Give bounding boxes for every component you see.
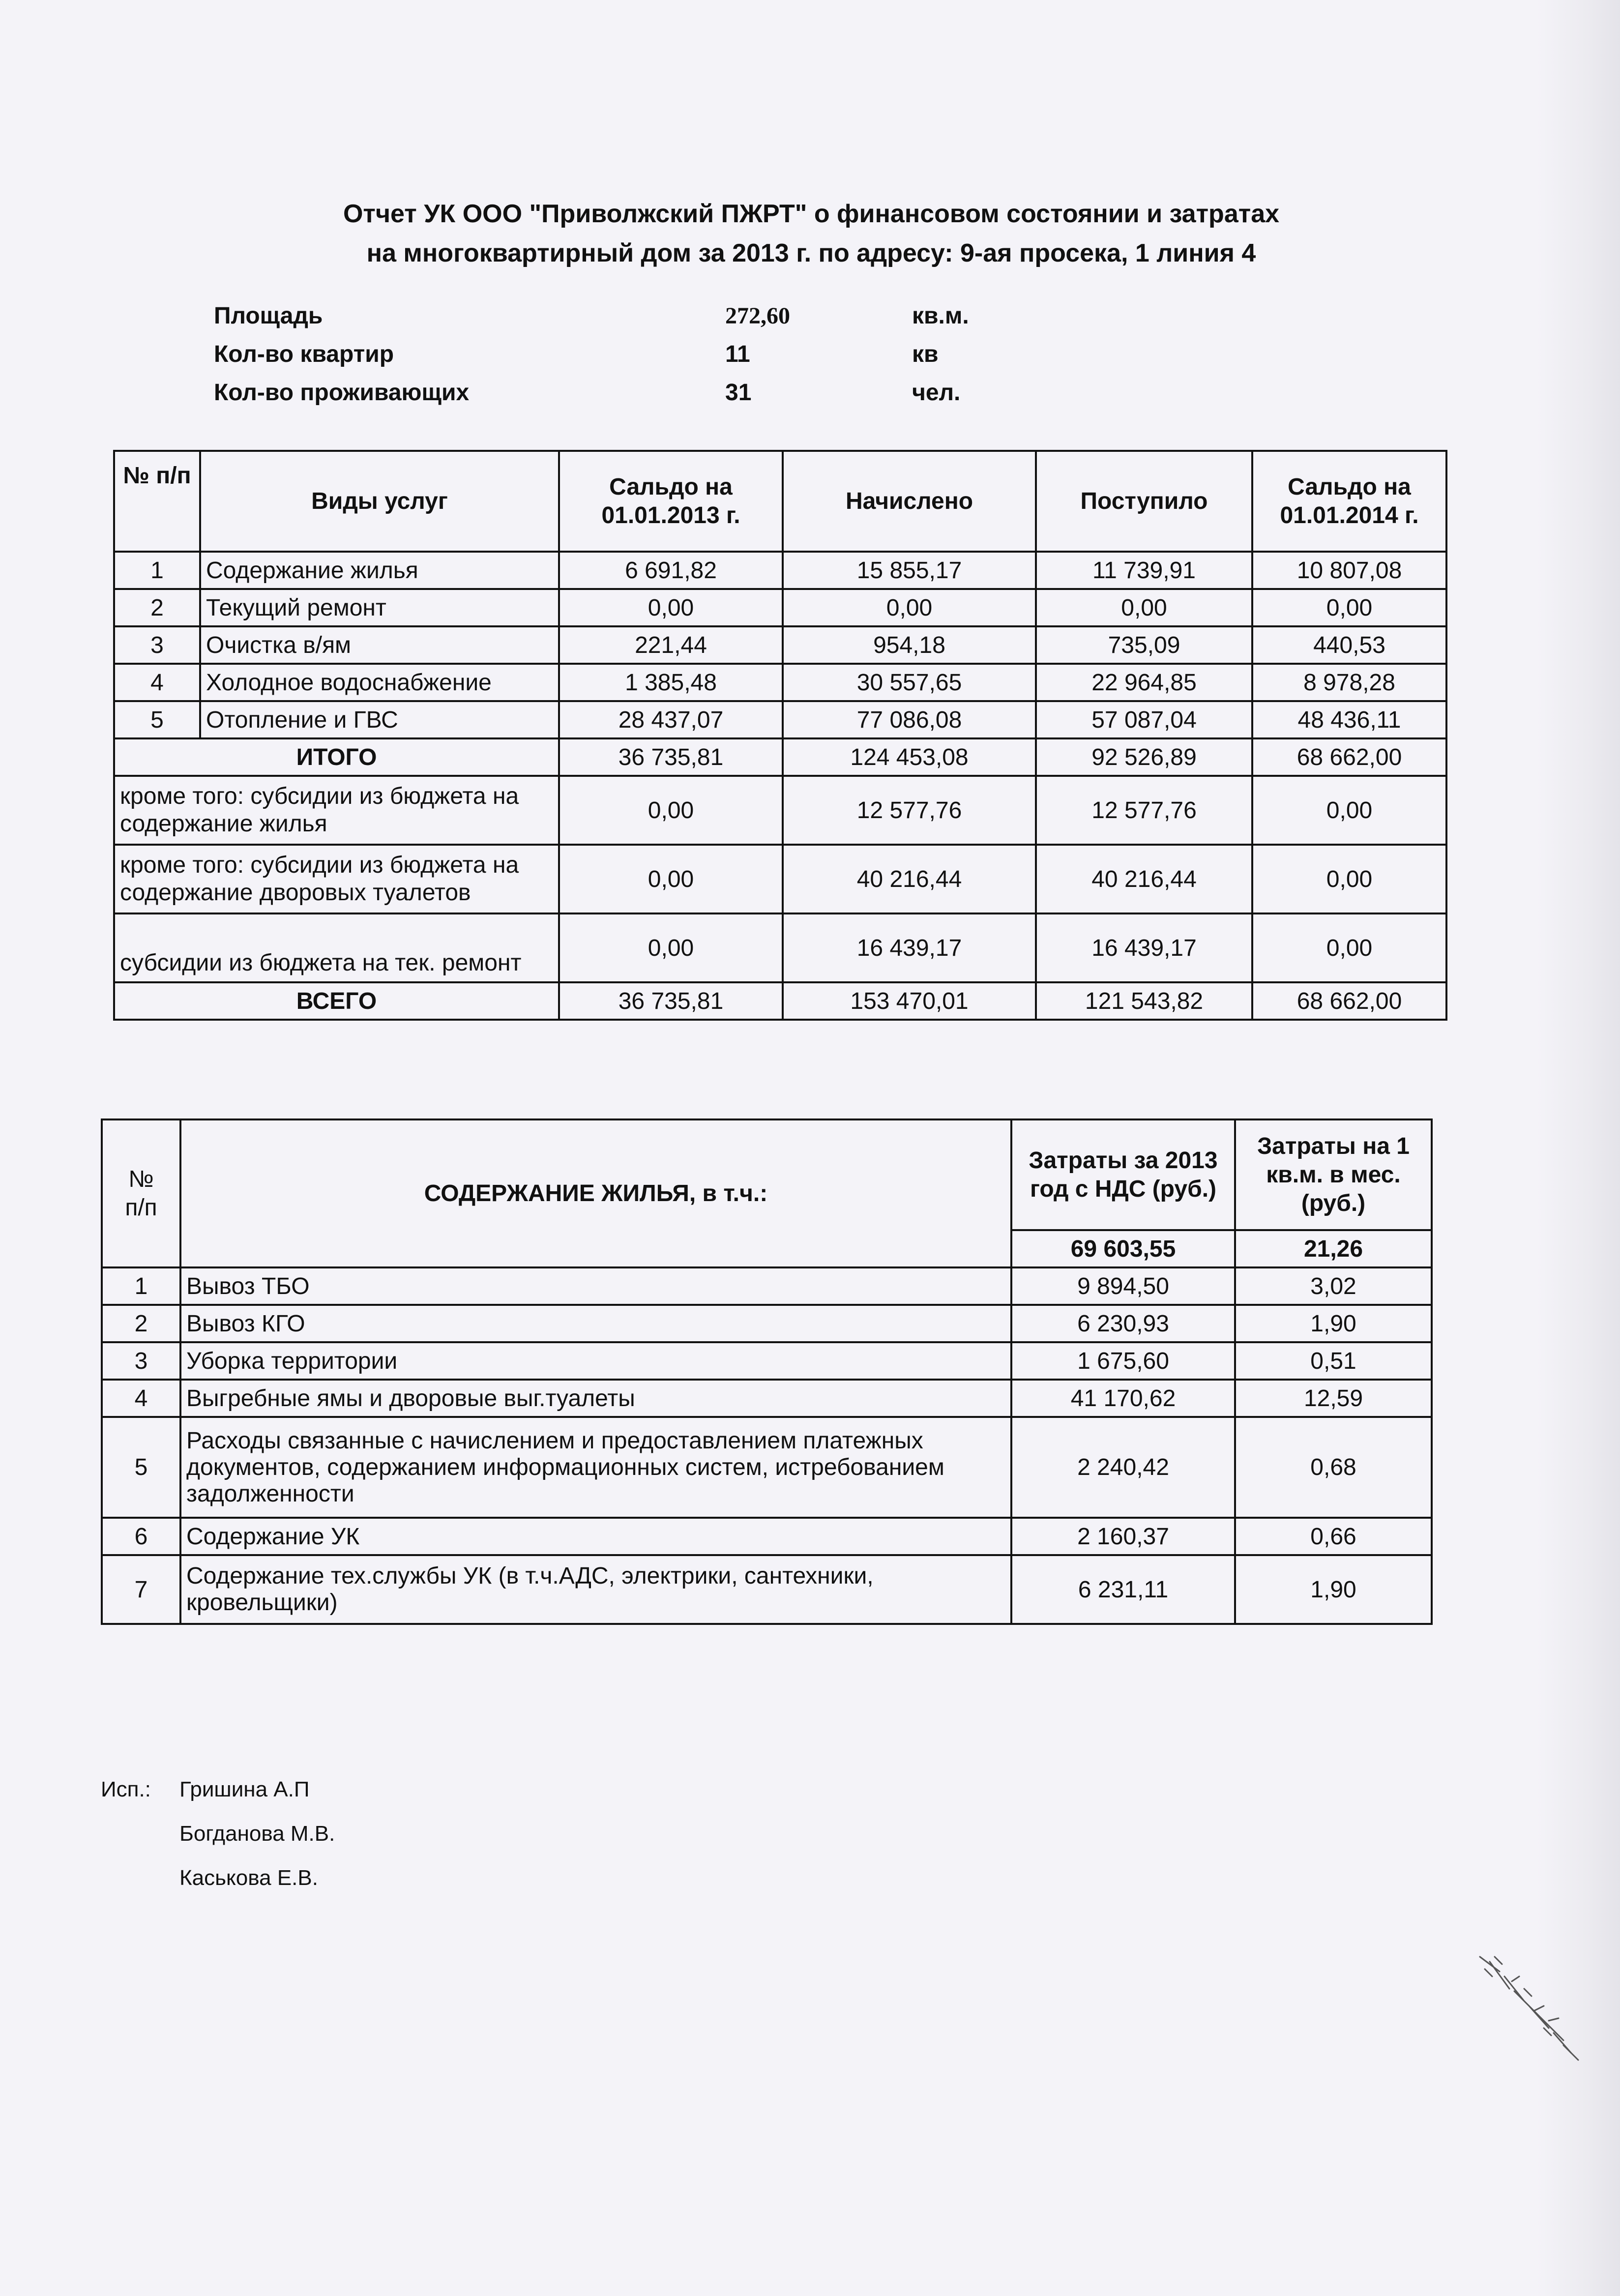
row-received: 22 964,85: [1036, 664, 1252, 701]
col-header-cost-year: Затраты за 2013 год с НДС (руб.): [1011, 1119, 1235, 1230]
info-row-residents: [214, 379, 961, 417]
col-header-num: № п/п: [114, 451, 200, 552]
executor-name: Гришина А.П: [179, 1777, 310, 1801]
table-row: [114, 589, 1446, 626]
subsidy-name: кроме того: субсидии из бюджета на содержание дворовых туалетов: [114, 845, 559, 913]
info-value: 272,60 кв.м.: [725, 303, 969, 329]
col-header-charged: Начислено: [783, 451, 1036, 552]
table-row: [102, 1518, 1432, 1555]
col-header-name: СОДЕРЖАНИЕ ЖИЛЬЯ, в т.ч.:: [180, 1119, 1011, 1267]
grand-total-charged: 153 470,01: [783, 982, 1036, 1020]
maintenance-costs-table: [101, 1119, 1433, 1625]
info-row-area: [214, 302, 969, 341]
subsidy-saldo-start: 0,00: [559, 913, 783, 982]
row-saldo-end: 440,53: [1252, 626, 1446, 664]
row-saldo-end: 0,00: [1252, 589, 1446, 626]
subsidy-row: [114, 776, 1446, 845]
col-header-received: Поступило: [1036, 451, 1252, 552]
row-num: 1: [102, 1267, 180, 1305]
row-name: Содержание УК: [180, 1518, 1011, 1555]
grand-total-saldo-start: 36 735,81: [559, 982, 783, 1020]
total-received: 92 526,89: [1036, 738, 1252, 776]
row-saldo-start: 6 691,82: [559, 552, 783, 589]
summary-cost-year: 69 603,55: [1011, 1230, 1235, 1267]
col-header-service: Виды услуг: [200, 451, 559, 552]
table-row: [102, 1555, 1432, 1624]
row-cost-year: 6 231,11: [1011, 1555, 1235, 1624]
table-header-row: [114, 451, 1446, 552]
subsidy-received: 40 216,44: [1036, 845, 1252, 913]
row-name: Очистка в/ям: [200, 626, 559, 664]
row-received: 0,00: [1036, 589, 1252, 626]
row-charged: 30 557,65: [783, 664, 1036, 701]
services-balance-table: [113, 450, 1447, 1021]
row-num: 3: [102, 1342, 180, 1380]
row-num: 6: [102, 1518, 180, 1555]
row-num: 4: [102, 1380, 180, 1417]
subsidy-received: 12 577,76: [1036, 776, 1252, 845]
executor-name: Богданова М.В.: [179, 1822, 335, 1846]
total-label: ИТОГО: [114, 738, 559, 776]
executors-label: Исп.:: [101, 1777, 151, 1801]
info-label: Кол-во проживающих: [214, 380, 470, 406]
row-saldo-start: 0,00: [559, 589, 783, 626]
row-saldo-start: 1 385,48: [559, 664, 783, 701]
row-charged: 77 086,08: [783, 701, 1036, 738]
row-saldo-end: 8 978,28: [1252, 664, 1446, 701]
row-cost-sqm: 3,02: [1235, 1267, 1432, 1305]
subsidy-saldo-start: 0,00: [559, 845, 783, 913]
row-received: 735,09: [1036, 626, 1252, 664]
row-saldo-end: 48 436,11: [1252, 701, 1446, 738]
row-name: Содержание жилья: [200, 552, 559, 589]
info-value: 31 чел.: [725, 380, 961, 406]
row-name: Текущий ремонт: [200, 589, 559, 626]
row-num: 3: [114, 626, 200, 664]
table-header-row: [102, 1119, 1432, 1230]
row-saldo-start: 28 437,07: [559, 701, 783, 738]
grand-total-received: 121 543,82: [1036, 982, 1252, 1020]
grand-total-row: [114, 982, 1446, 1020]
row-charged: 15 855,17: [783, 552, 1036, 589]
subsidy-charged: 40 216,44: [783, 845, 1036, 913]
subsidy-row: [114, 845, 1446, 913]
table-row: [114, 664, 1446, 701]
total-charged: 124 453,08: [783, 738, 1036, 776]
row-cost-year: 6 230,93: [1011, 1305, 1235, 1342]
subsidy-charged: 12 577,76: [783, 776, 1036, 845]
col-header-saldo-start: Сальдо на 01.01.2013 г.: [559, 451, 783, 552]
row-name: Выгребные ямы и дворовые выг.туалеты: [180, 1380, 1011, 1417]
row-charged: 0,00: [783, 589, 1036, 626]
row-name: Вывоз КГО: [180, 1305, 1011, 1342]
row-num: 7: [102, 1555, 180, 1624]
subsidy-name: кроме того: субсидии из бюджета на содержание жилья: [114, 776, 559, 845]
table-row: [114, 626, 1446, 664]
info-label: Кол-во квартир: [214, 341, 394, 367]
row-saldo-end: 10 807,08: [1252, 552, 1446, 589]
subsidy-row: [114, 913, 1446, 982]
title-line-1: Отчет УК ООО "Приволжский ПЖРТ" о финансовом состоянии и затратах: [343, 200, 1280, 228]
total-saldo-end: 68 662,00: [1252, 738, 1446, 776]
grand-total-saldo-end: 68 662,00: [1252, 982, 1446, 1020]
row-name: Расходы связанные с начислением и предоставлением платежных документов, содержанием информационных систем, истребованием задолженности: [180, 1417, 1011, 1518]
row-saldo-start: 221,44: [559, 626, 783, 664]
row-num: 5: [114, 701, 200, 738]
row-cost-year: 2 240,42: [1011, 1417, 1235, 1518]
row-cost-year: 1 675,60: [1011, 1342, 1235, 1380]
row-num: 5: [102, 1417, 180, 1518]
row-name: Отопление и ГВС: [200, 701, 559, 738]
total-row: [114, 738, 1446, 776]
row-num: 2: [102, 1305, 180, 1342]
table-row: [102, 1417, 1432, 1518]
subsidy-saldo-end: 0,00: [1252, 845, 1446, 913]
col-header-saldo-end: Сальдо на 01.01.2014 г.: [1252, 451, 1446, 552]
row-received: 57 087,04: [1036, 701, 1252, 738]
executor-name: Каськова Е.В.: [179, 1866, 318, 1890]
col-header-num: № п/п: [102, 1119, 180, 1267]
row-cost-sqm: 0,51: [1235, 1342, 1432, 1380]
row-cost-sqm: 12,59: [1235, 1380, 1432, 1417]
row-cost-sqm: 1,90: [1235, 1555, 1432, 1624]
summary-cost-sqm: 21,26: [1235, 1230, 1432, 1267]
row-num: 1: [114, 552, 200, 589]
row-cost-sqm: 0,68: [1235, 1417, 1432, 1518]
row-cost-sqm: 0,66: [1235, 1518, 1432, 1555]
table-row: [102, 1342, 1432, 1380]
subsidy-charged: 16 439,17: [783, 913, 1036, 982]
row-name: Холодное водоснабжение: [200, 664, 559, 701]
table-row: [102, 1380, 1432, 1417]
row-name: Уборка территории: [180, 1342, 1011, 1380]
table-row: [114, 552, 1446, 589]
row-cost-year: 2 160,37: [1011, 1518, 1235, 1555]
grand-total-label: ВСЕГО: [114, 982, 559, 1020]
row-num: 2: [114, 589, 200, 626]
subsidy-saldo-end: 0,00: [1252, 776, 1446, 845]
info-label: Площадь: [214, 303, 323, 329]
row-cost-sqm: 1,90: [1235, 1305, 1432, 1342]
row-name: Вывоз ТБО: [180, 1267, 1011, 1305]
row-cost-year: 9 894,50: [1011, 1267, 1235, 1305]
row-received: 11 739,91: [1036, 552, 1252, 589]
subsidy-name: субсидии из бюджета на тек. ремонт: [114, 913, 559, 982]
subsidy-saldo-end: 0,00: [1252, 913, 1446, 982]
info-value: 11 кв: [725, 341, 939, 367]
subsidy-received: 16 439,17: [1036, 913, 1252, 982]
building-info: [214, 302, 969, 417]
row-num: 4: [114, 664, 200, 701]
title-line-2: на многоквартирный дом за 2013 г. по адресу: 9-ая просека, 1 линия 4: [366, 239, 1256, 267]
pen-mark-icon: [1465, 1942, 1593, 2070]
row-name: Содержание тех.службы УК (в т.ч.АДС, электрики, сантехники, кровельщики): [180, 1555, 1011, 1624]
table-row: [114, 701, 1446, 738]
total-saldo-start: 36 735,81: [559, 738, 783, 776]
col-header-cost-sqm: Затраты на 1 кв.м. в мес. (руб.): [1235, 1119, 1432, 1230]
document-title: [147, 194, 1475, 273]
row-charged: 954,18: [783, 626, 1036, 664]
info-row-apartments: [214, 341, 939, 379]
row-cost-year: 41 170,62: [1011, 1380, 1235, 1417]
subsidy-saldo-start: 0,00: [559, 776, 783, 845]
table-row: [102, 1267, 1432, 1305]
table-row: [102, 1305, 1432, 1342]
